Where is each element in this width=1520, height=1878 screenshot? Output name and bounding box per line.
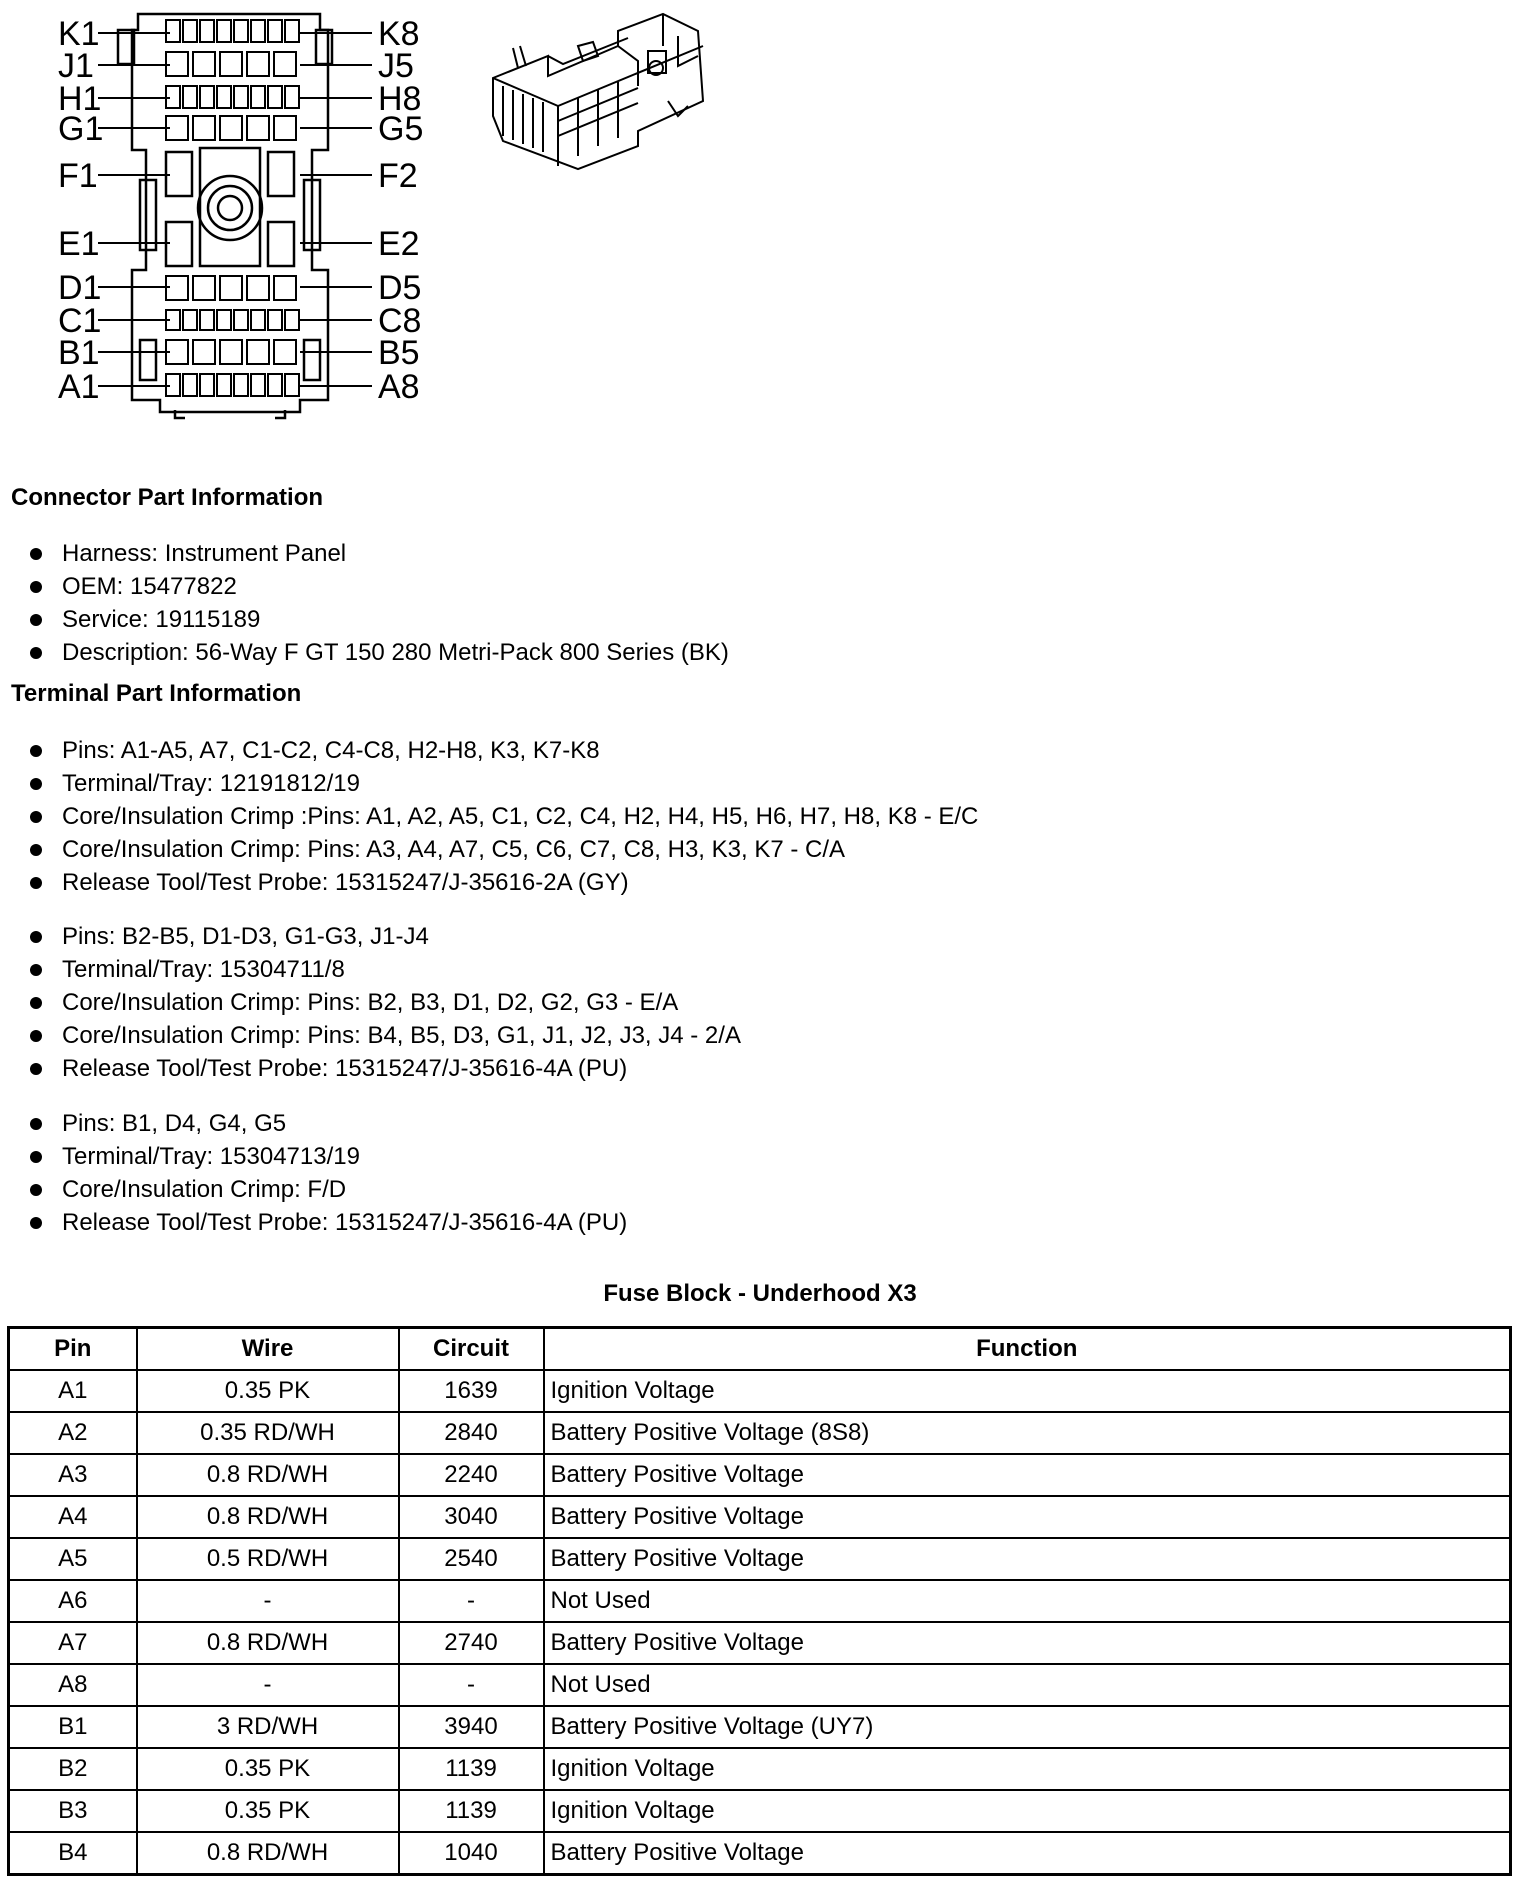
cell-wire: 0.8 RD/WH [137, 1832, 399, 1875]
pin-label-left: F1 [58, 157, 98, 195]
connector-isometric-illustration [488, 6, 713, 176]
cell-circuit: 2840 [399, 1412, 544, 1454]
list-item: Description: 56-Way F GT 150 280 Metri-Pack 800 Series (BK) [0, 636, 729, 669]
cell-pin: B1 [9, 1706, 137, 1748]
cell-wire: 3 RD/WH [137, 1706, 399, 1748]
cell-pin: A6 [9, 1580, 137, 1622]
list-item: OEM: 15477822 [0, 570, 729, 603]
list-item: Harness: Instrument Panel [0, 537, 729, 570]
terminal-group-1 [0, 734, 978, 899]
list-item: Service: 19115189 [0, 603, 729, 636]
pin-label-left: D1 [58, 269, 102, 307]
cell-circuit: 3940 [399, 1706, 544, 1748]
list-item: Release Tool/Test Probe: 15315247/J-35616-4A (PU) [0, 1206, 627, 1239]
list-item: Release Tool/Test Probe: 15315247/J-35616-4A (PU) [0, 1052, 741, 1085]
table-row [9, 1370, 1511, 1412]
connector-part-info-heading: Connector Part Information [11, 484, 324, 511]
cell-circuit: 1139 [399, 1748, 544, 1790]
table-header-row [9, 1328, 1511, 1371]
cell-circuit: 3040 [399, 1496, 544, 1538]
pin-label-right: K8 [378, 15, 420, 53]
cell-function: Not Used [544, 1664, 1511, 1706]
connector-face-diagram [0, 0, 440, 430]
pin-label-right: G5 [378, 110, 424, 148]
cell-wire: 0.35 PK [137, 1748, 399, 1790]
header-function: Function [544, 1328, 1511, 1371]
pin-label-left: J1 [58, 47, 94, 85]
pin-label-left: A1 [58, 368, 100, 406]
list-item: Pins: B2-B5, D1-D3, G1-G3, J1-J4 [0, 920, 741, 953]
pin-label-left: H1 [58, 80, 102, 118]
table-row [9, 1832, 1511, 1875]
table-row [9, 1706, 1511, 1748]
cell-pin: A5 [9, 1538, 137, 1580]
connector-part-info-list [0, 537, 729, 669]
cell-function: Battery Positive Voltage [544, 1496, 1511, 1538]
pin-label-right: B5 [378, 334, 420, 372]
pin-label-right: A8 [378, 368, 420, 406]
pin-label-right: D5 [378, 269, 422, 307]
cell-function: Battery Positive Voltage (8S8) [544, 1412, 1511, 1454]
table-row [9, 1748, 1511, 1790]
cell-wire: - [137, 1580, 399, 1622]
cell-wire: - [137, 1664, 399, 1706]
pin-label-right: J5 [378, 47, 414, 85]
table-row [9, 1580, 1511, 1622]
header-wire: Wire [137, 1328, 399, 1371]
list-item: Release Tool/Test Probe: 15315247/J-35616-2A (GY) [0, 866, 978, 899]
cell-wire: 0.5 RD/WH [137, 1538, 399, 1580]
cell-function: Ignition Voltage [544, 1748, 1511, 1790]
list-item: Core/Insulation Crimp: Pins: A3, A4, A7, C5, C6, C7, C8, H3, K3, K7 - C/A [0, 833, 978, 866]
cell-function: Not Used [544, 1580, 1511, 1622]
pin-label-left: E1 [58, 225, 100, 263]
pin-label-left: B1 [58, 334, 100, 372]
cell-circuit: 1040 [399, 1832, 544, 1875]
terminal-part-info-heading: Terminal Part Information [11, 680, 302, 707]
cell-circuit: 1639 [399, 1370, 544, 1412]
cell-pin: B2 [9, 1748, 137, 1790]
pin-label-right: E2 [378, 225, 420, 263]
table-title: Fuse Block - Underhood X3 [603, 1280, 917, 1307]
pin-label-left: G1 [58, 110, 104, 148]
cell-pin: A3 [9, 1454, 137, 1496]
cell-circuit: 2540 [399, 1538, 544, 1580]
pin-label-right: C8 [378, 302, 422, 340]
list-item: Pins: B1, D4, G4, G5 [0, 1107, 627, 1140]
cell-circuit: 2740 [399, 1622, 544, 1664]
cell-wire: 0.8 RD/WH [137, 1454, 399, 1496]
cell-function: Battery Positive Voltage (UY7) [544, 1706, 1511, 1748]
terminal-group-2 [0, 920, 741, 1085]
cell-circuit: 2240 [399, 1454, 544, 1496]
cell-pin: A7 [9, 1622, 137, 1664]
cell-wire: 0.35 PK [137, 1790, 399, 1832]
cell-circuit: - [399, 1664, 544, 1706]
cell-pin: B3 [9, 1790, 137, 1832]
cell-function: Battery Positive Voltage [544, 1454, 1511, 1496]
cell-wire: 0.35 RD/WH [137, 1412, 399, 1454]
table-row [9, 1664, 1511, 1706]
pin-label-left: K1 [58, 15, 100, 53]
list-item: Terminal/Tray: 15304713/19 [0, 1140, 627, 1173]
cell-pin: A2 [9, 1412, 137, 1454]
cell-pin: A4 [9, 1496, 137, 1538]
table-row [9, 1790, 1511, 1832]
cell-wire: 0.8 RD/WH [137, 1622, 399, 1664]
list-item: Core/Insulation Crimp: Pins: B4, B5, D3, G1, J1, J2, J3, J4 - 2/A [0, 1019, 741, 1052]
cell-circuit: 1139 [399, 1790, 544, 1832]
cell-function: Ignition Voltage [544, 1370, 1511, 1412]
list-item: Terminal/Tray: 15304711/8 [0, 953, 741, 986]
cell-function: Battery Positive Voltage [544, 1622, 1511, 1664]
list-item: Core/Insulation Crimp: F/D [0, 1173, 627, 1206]
pin-label-right: F2 [378, 157, 418, 195]
cell-wire: 0.35 PK [137, 1370, 399, 1412]
pin-function-table [7, 1326, 1512, 1876]
terminal-group-3 [0, 1107, 627, 1239]
cell-pin: A8 [9, 1664, 137, 1706]
cell-function: Ignition Voltage [544, 1790, 1511, 1832]
cell-circuit: - [399, 1580, 544, 1622]
table-row [9, 1622, 1511, 1664]
cell-pin: B4 [9, 1832, 137, 1875]
table-row [9, 1538, 1511, 1580]
table-row [9, 1496, 1511, 1538]
cell-function: Battery Positive Voltage [544, 1832, 1511, 1875]
header-circuit: Circuit [399, 1328, 544, 1371]
cell-function: Battery Positive Voltage [544, 1538, 1511, 1580]
pin-label-left: C1 [58, 302, 102, 340]
list-item: Core/Insulation Crimp :Pins: A1, A2, A5, C1, C2, C4, H2, H4, H5, H6, H7, H8, K8 - E/C [0, 800, 978, 833]
list-item: Core/Insulation Crimp: Pins: B2, B3, D1, D2, G2, G3 - E/A [0, 986, 741, 1019]
list-item: Pins: A1-A5, A7, C1-C2, C4-C8, H2-H8, K3, K7-K8 [0, 734, 978, 767]
cell-pin: A1 [9, 1370, 137, 1412]
table-row [9, 1412, 1511, 1454]
list-item: Terminal/Tray: 12191812/19 [0, 767, 978, 800]
table-row [9, 1454, 1511, 1496]
cell-wire: 0.8 RD/WH [137, 1496, 399, 1538]
header-pin: Pin [9, 1328, 137, 1371]
pin-label-right: H8 [378, 80, 422, 118]
